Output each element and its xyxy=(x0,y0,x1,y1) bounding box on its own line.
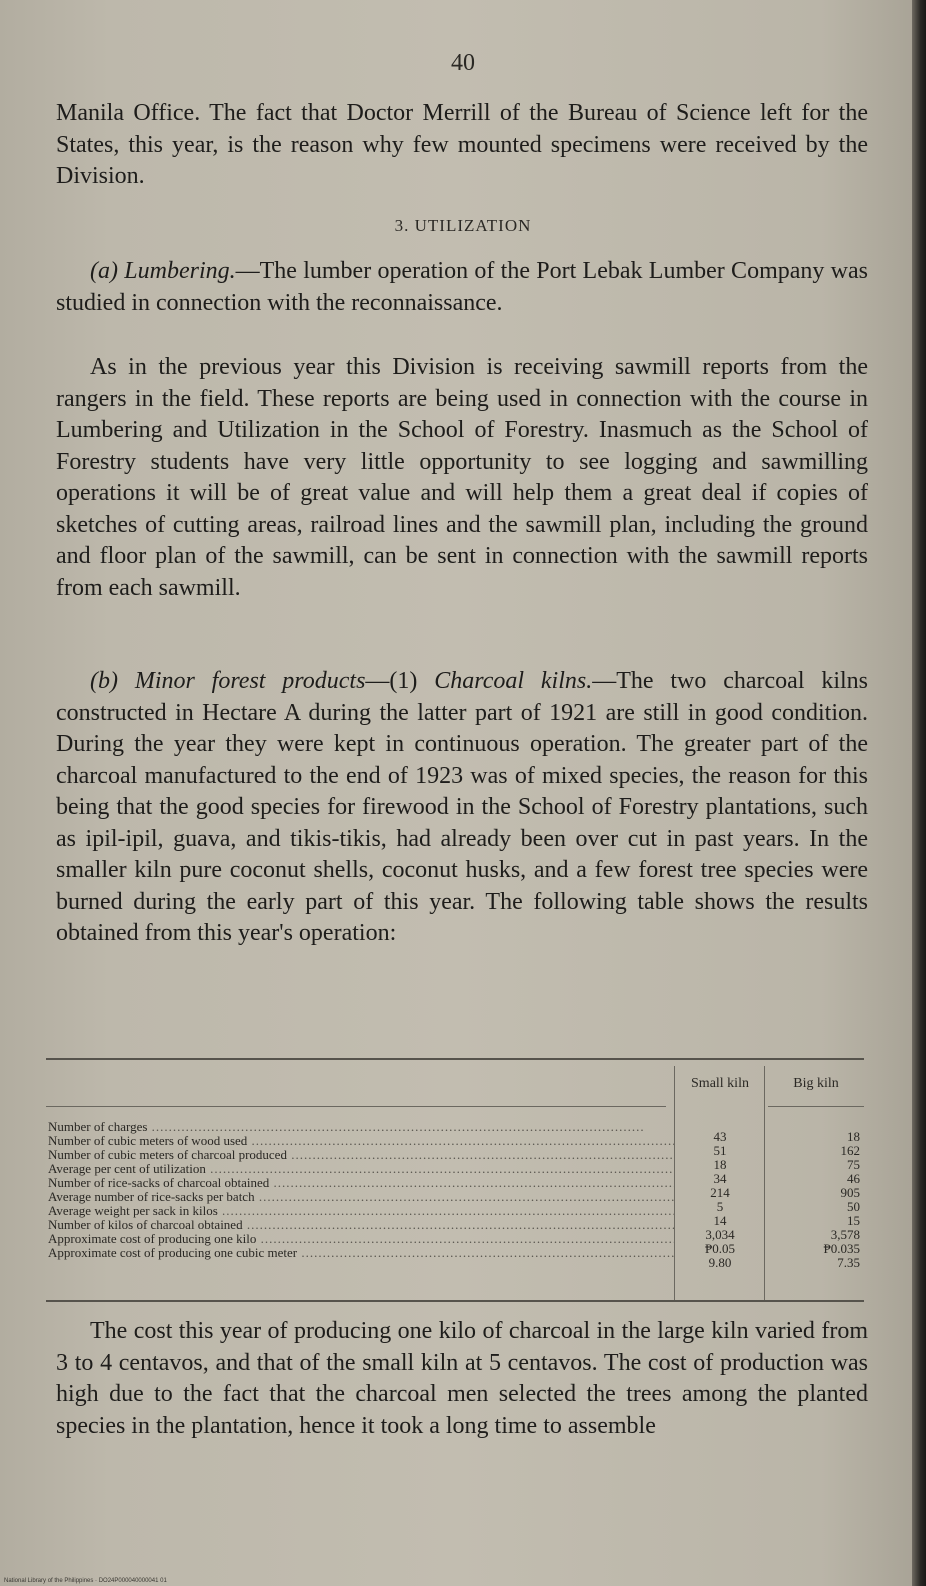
table-cell: 3,578 xyxy=(830,1227,860,1242)
header-rule xyxy=(768,1106,864,1107)
table-row-label: Average number of rice-sacks per batch ..... xyxy=(48,1190,674,1204)
column-header-big-kiln: Big kiln xyxy=(793,1076,839,1091)
paragraph-lumbering xyxy=(56,256,868,319)
book-binding-edge xyxy=(912,0,926,1586)
table-row-label: Approximate cost of producing one cubic meter ..... xyxy=(48,1246,674,1260)
sawmill-paragraph-text: As in the previous year this Division is receiving sawmill reports from the rangers in the field. These reports are being used in connection with the course in Lumbering and Utilization in the School of Forestry. Inasmuch as the School of Forestry students have very little opportunity to see logging and sawmilling operations it will be of great value and will help them a great deal if copies of sketches of cutting areas, railroad lines and the sawmill plan, including the ground and floor plan of the sawmill, can be sent in connection with the sawmill reports from each sawmill. xyxy=(56,354,868,601)
table-cell: 214 xyxy=(710,1185,730,1200)
table-cell: 75 xyxy=(847,1157,860,1172)
section-heading: 3. UTILIZATION xyxy=(394,216,532,235)
table-cell: 5 xyxy=(716,1199,724,1214)
header-rule xyxy=(46,1106,666,1107)
lumbering-text: —The lumber operation of the Port Lebak Lumber Company was studied in connection with the reconnaissance. xyxy=(56,258,868,316)
lumbering-lead: (a) Lumbering. xyxy=(90,258,236,284)
minor-products-lead: (b) Minor forest products xyxy=(90,668,366,694)
table-cell: 3,034 xyxy=(705,1227,735,1242)
paragraph-text: Manila Office. The fact that Doctor Merrill of the Bureau of Science left for the States, this year, is the reason why few mounted specimens were received by the Division. xyxy=(56,100,868,189)
table-bottom-rule xyxy=(46,1300,864,1302)
paragraph-sawmill-reports xyxy=(56,352,868,604)
table-row-label: Number of cubic meters of charcoal produced ..... xyxy=(48,1148,674,1162)
column-divider xyxy=(764,1066,765,1300)
table-cell: 50 xyxy=(847,1199,860,1214)
table-cell: 905 xyxy=(840,1185,860,1200)
table-cell: 162 xyxy=(840,1143,860,1158)
charcoal-kilns-subhead: Charcoal kilns. xyxy=(434,668,593,694)
charcoal-results-table xyxy=(46,1058,864,1302)
table-row-label: Average weight per sack in kilos ..... xyxy=(48,1204,674,1218)
paragraph-manila-office xyxy=(56,98,868,193)
small-kiln-values xyxy=(676,1130,764,1270)
table-cell: 18 xyxy=(713,1157,727,1172)
table-cell: 15 xyxy=(847,1213,860,1228)
charcoal-paragraph xyxy=(56,666,868,950)
page-number: 40 xyxy=(451,50,475,76)
table-row-label: Number of kilos of charcoal obtained ..... xyxy=(48,1218,674,1232)
lumbering-paragraph xyxy=(56,256,868,319)
row-labels xyxy=(48,1120,674,1260)
charcoal-text: —The two charcoal kilns constructed in Hectare A during the latter part of 1921 are still in good condition. During the year they were kept in continuous operation. The greater part of the charcoal manufactured to the end of 1923 was of mixed species, the reason for this being that the good species for firewood in the School of Forestry plantations, such as ipil-ipil, guava, and tikis-tikis, had already been over cut in past years. In the smaller kiln pure coconut shells, coconut husks, and a few forest tree species were burned during the early part of this year. The following table shows the results obtained from this year's operation: xyxy=(56,668,869,946)
minor-products-num: —(1) xyxy=(365,668,435,694)
table-cell: ₱0.05 xyxy=(705,1241,735,1256)
table-row-label: Number of cubic meters of wood used ..... xyxy=(48,1134,674,1148)
table-cell: ₱0.035 xyxy=(823,1241,860,1256)
table-cell: 34 xyxy=(713,1171,727,1186)
table-cell: 18 xyxy=(847,1129,860,1144)
table-top-rule xyxy=(46,1058,864,1060)
scan-credit: National Library of the Philippines · DO24P000040000041 01 xyxy=(4,1578,167,1584)
column-header-small-kiln: Small kiln xyxy=(691,1076,749,1091)
table-cell: 46 xyxy=(847,1171,860,1186)
cost-paragraph-text: The cost this year of producing one kilo of charcoal in the large kiln varied from 3 to 4 centavos, and that of the small kiln at 5 centavos. The cost of production was high due to the fact that the charcoal men selected the trees among the planted species in the plantation, hence it took a long time to assemble xyxy=(56,1318,868,1439)
table-cell: 51 xyxy=(713,1143,727,1158)
big-kiln-values xyxy=(768,1130,864,1270)
table-row-label: Average per cent of utilization ..... xyxy=(48,1162,674,1176)
table-cell: 9.80 xyxy=(708,1255,732,1270)
column-divider xyxy=(674,1066,675,1300)
table-cell: 14 xyxy=(713,1213,727,1228)
paragraph-cost xyxy=(56,1316,868,1442)
table-row-label: Number of rice-sacks of charcoal obtained ..... xyxy=(48,1176,674,1190)
paragraph-charcoal-kilns xyxy=(56,666,868,950)
table-row-label: Approximate cost of producing one kilo ..... xyxy=(48,1232,674,1246)
table-row-label: Number of charges ..... xyxy=(48,1120,674,1134)
table-cell: 7.35 xyxy=(837,1255,860,1270)
table-cell: 43 xyxy=(713,1129,727,1144)
